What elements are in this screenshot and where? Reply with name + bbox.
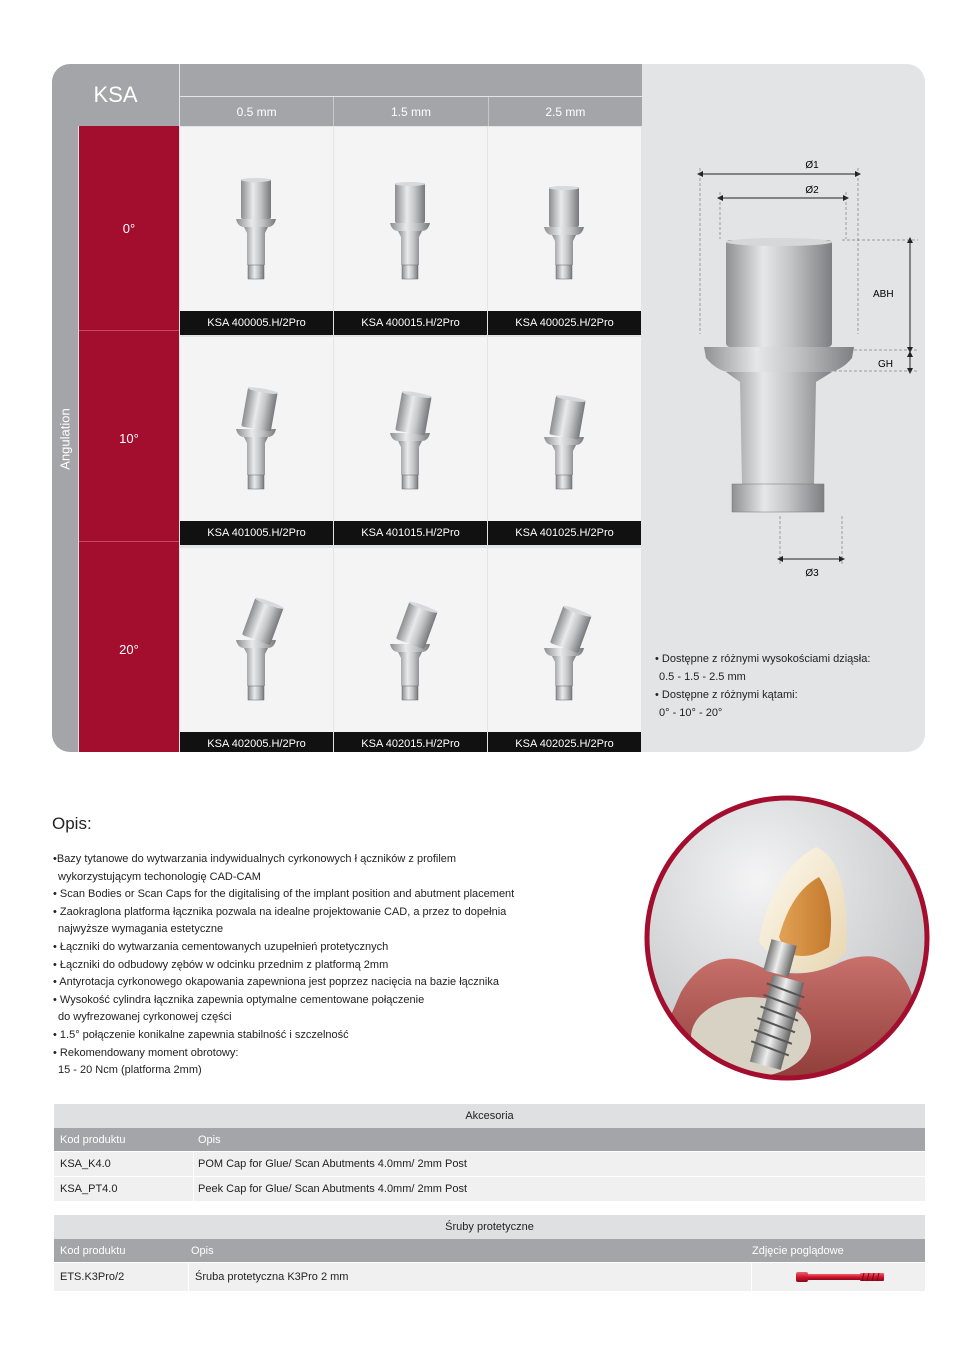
abutment-image — [334, 548, 487, 732]
size-header: 1.5 mm — [333, 97, 487, 126]
description-list — [53, 851, 613, 1080]
screws-table — [54, 1215, 925, 1291]
accessories-header — [54, 1128, 925, 1151]
product-code: KSA 401005.H/2Pro — [180, 521, 333, 545]
screw-image — [794, 1263, 886, 1291]
product-cell[interactable] — [334, 127, 487, 335]
divider — [193, 1152, 194, 1176]
product-code: KSA 402025.H/2Pro — [488, 732, 641, 752]
abutment-image — [488, 127, 641, 311]
row-desc: Peek Cap for Glue/ Scan Abutments 4.0mm/ 2mm Post — [198, 1183, 468, 1195]
row-desc: POM Cap for Glue/ Scan Abutments 4.0mm/ 2mm Post — [198, 1158, 467, 1170]
angle-label: 0° — [122, 221, 136, 236]
product-cell[interactable] — [488, 548, 641, 752]
angulation-label: Angulation — [57, 408, 73, 470]
dimension-d3: Ø3 — [805, 568, 819, 579]
product-cell[interactable] — [180, 337, 333, 545]
product-code: KSA 402005.H/2Pro — [180, 732, 333, 752]
grid-title: KSA — [52, 64, 179, 126]
divider — [188, 1263, 189, 1291]
dimension-gh: GH — [878, 359, 893, 370]
product-code: KSA 402015.H/2Pro — [334, 732, 487, 752]
implant-illustration — [641, 792, 933, 1084]
availability-notes — [655, 650, 870, 722]
product-code: KSA 401015.H/2Pro — [334, 521, 487, 545]
description-line: •Bazy tytanowe do wytwarzania indywidualnych cyrkonowych ł ączników z profilem — [53, 853, 457, 865]
row-desc: Śruba protetyczna K3Pro 2 mm — [195, 1271, 349, 1283]
divider — [79, 541, 179, 542]
product-cell[interactable] — [180, 127, 333, 335]
size-header-row — [180, 97, 642, 126]
size-header: 2.5 mm — [488, 97, 642, 126]
description-line: najwyższe wymagania estetyczne — [58, 923, 224, 936]
divider — [193, 1177, 194, 1201]
description-line: • Scan Bodies or Scan Caps for the digitalising of the implant position and abutment placement — [53, 888, 515, 901]
dimension-diagram — [642, 64, 925, 752]
description-line: wykorzystującym techonologię CAD-CAM — [58, 870, 261, 883]
abutment-image — [488, 548, 641, 732]
abutment-image — [180, 337, 333, 521]
grid-header-bar — [180, 64, 642, 96]
angle-column — [79, 126, 179, 752]
abutment-image — [334, 127, 487, 311]
description-line: • Antyrotacja cyrkonowego okapowania zapewniona jest poprzez nacięcia na bazie łącznika — [53, 976, 499, 989]
divider — [751, 1263, 752, 1291]
product-cell[interactable] — [334, 337, 487, 545]
description-line: • Łączniki do odbudowy zębów w odcinku przednim z platformą 2mm — [53, 958, 389, 971]
angulation-column — [52, 126, 78, 752]
description-line: do wyfrezowanej cyrkonowej części — [58, 1011, 232, 1024]
description-line: • 1.5° połączenie konikalne zapewnia stabilność i szczelność — [53, 1028, 349, 1041]
availability-line: 0° - 10° - 20° — [659, 707, 723, 719]
abutment-image — [334, 337, 487, 521]
screws-title: Śruby protetyczne — [54, 1215, 925, 1239]
dimension-d1: Ø1 — [805, 160, 819, 171]
product-code: KSA 400025.H/2Pro — [488, 311, 641, 335]
accessories-title: Akcesoria — [54, 1104, 925, 1128]
description-line: • Wysokość cylindra łącznika zapewnia optymalne cementowane połączenie — [53, 993, 425, 1006]
product-code: KSA 400005.H/2Pro — [180, 311, 333, 335]
dimension-abh: ABH — [873, 289, 894, 300]
product-cell[interactable] — [180, 548, 333, 752]
product-cell[interactable] — [334, 548, 487, 752]
accessories-table — [54, 1104, 925, 1201]
abutment-drawing — [642, 64, 925, 752]
screws-header — [54, 1239, 925, 1262]
product-grid-panel — [52, 64, 925, 752]
col-header-desc: Opis — [198, 1133, 221, 1146]
row-code: KSA_PT4.0 — [60, 1183, 118, 1195]
col-header-code: Kod produktu — [60, 1133, 126, 1146]
description-line: • Zaokraglona platforma łącznika pozwala na idealne projektowanie CAD, a przez to dopełnia — [53, 905, 507, 918]
product-code: KSA 400015.H/2Pro — [334, 311, 487, 335]
table-row — [54, 1262, 925, 1291]
product-cells — [180, 126, 642, 752]
divider — [79, 330, 179, 331]
availability-line: • Dostępne z różnymi kątami: — [655, 689, 798, 701]
angle-label: 10° — [119, 431, 139, 446]
description-line: • Rekomendowany moment obrotowy: — [53, 1046, 239, 1059]
abutment-image — [180, 127, 333, 311]
description-line: • Łączniki do wytwarzania cementowanych uzupełnień protetycznych — [53, 940, 389, 953]
abutment-image — [488, 337, 641, 521]
availability-line: 0.5 - 1.5 - 2.5 mm — [659, 671, 746, 683]
table-row — [54, 1176, 925, 1201]
size-header: 0.5 mm — [236, 104, 277, 119]
col-header-code: Kod produktu — [60, 1244, 126, 1257]
abutment-image — [180, 548, 333, 732]
product-code: KSA 401025.H/2Pro — [488, 521, 641, 545]
col-header-image: Zdjęcie poglądowe — [752, 1244, 844, 1257]
row-code: KSA_K4.0 — [60, 1158, 111, 1170]
product-cell[interactable] — [488, 127, 641, 335]
description-title: Opis: — [52, 814, 92, 833]
availability-line: • Dostępne z różnymi wysokościami dziąsła: — [655, 653, 871, 665]
dimension-d2: Ø2 — [805, 185, 819, 196]
table-row — [54, 1151, 925, 1176]
row-code: ETS.K3Pro/2 — [60, 1271, 125, 1283]
col-header-desc: Opis — [191, 1244, 214, 1257]
description-line: 15 - 20 Ncm (platforma 2mm) — [58, 1064, 202, 1077]
angle-label: 20° — [119, 642, 139, 657]
product-cell[interactable] — [488, 337, 641, 545]
